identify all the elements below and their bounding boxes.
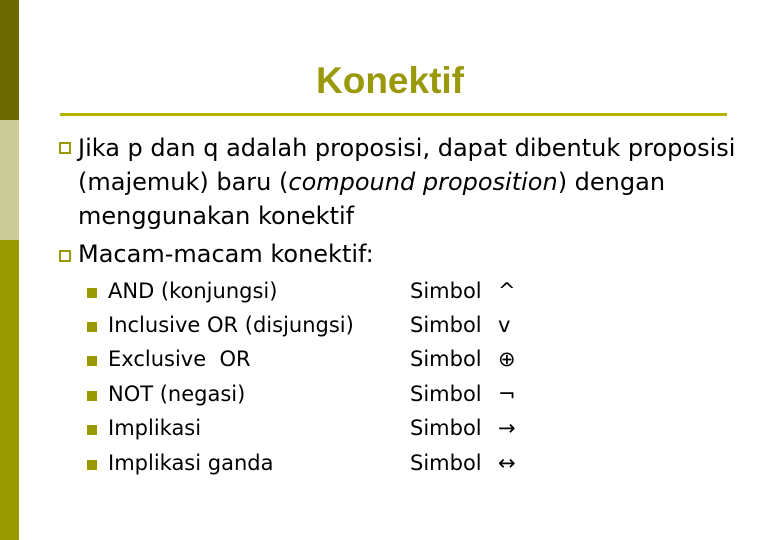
list-item: [0, 342, 780, 377]
title-underline: [60, 113, 727, 116]
list-item: [0, 377, 780, 412]
connective-name: Implikasi: [108, 416, 202, 440]
filled-square-bullet-icon: [87, 391, 97, 401]
connective-symbol: ¬: [498, 382, 516, 406]
connective-symbol: ^: [498, 279, 516, 303]
list-item: [0, 411, 780, 446]
connective-name: NOT (negasi): [108, 382, 246, 406]
connective-symbol: ↔: [498, 451, 516, 475]
bullet-paragraph: [78, 131, 758, 233]
simbol-label: Simbol: [410, 279, 482, 303]
bullet-italic-term: compound proposition: [288, 168, 558, 196]
sidebar-band: [0, 0, 19, 120]
connective-symbol: v: [498, 313, 511, 337]
connective-symbol: →: [498, 416, 516, 440]
simbol-label: Simbol: [410, 416, 482, 440]
bullet-text: Macam-macam konektif:: [78, 240, 374, 268]
filled-square-bullet-icon: [87, 356, 97, 366]
filled-square-bullet-icon: [87, 460, 97, 470]
slide-title: Konektif: [316, 60, 464, 101]
sidebar-band: [0, 120, 19, 240]
bullet-text: Jika p dan q adalah proposisi, dapat dibentuk proposisi (majemuk) baru (: [78, 134, 736, 196]
bullet-text: ) dengan menggunakan konektif: [78, 168, 666, 230]
connective-name: AND (konjungsi): [108, 279, 278, 303]
filled-square-bullet-icon: [87, 322, 97, 332]
filled-square-bullet-icon: [87, 425, 97, 435]
bullet-paragraph: [78, 237, 758, 271]
filled-square-bullet-icon: [87, 288, 97, 298]
simbol-label: Simbol: [410, 382, 482, 406]
simbol-label: Simbol: [410, 347, 482, 371]
hollow-square-bullet-icon: [59, 250, 71, 262]
connective-name: Inclusive OR (disjungsi): [108, 313, 354, 337]
simbol-label: Simbol: [410, 451, 482, 475]
connective-symbol: ⊕: [498, 347, 516, 371]
hollow-square-bullet-icon: [59, 142, 71, 154]
list-item: [0, 446, 780, 481]
list-item: [0, 308, 780, 343]
list-item: [0, 274, 780, 309]
connective-name: Exclusive OR: [108, 347, 251, 371]
connective-name: Implikasi ganda: [108, 451, 274, 475]
simbol-label: Simbol: [410, 313, 482, 337]
